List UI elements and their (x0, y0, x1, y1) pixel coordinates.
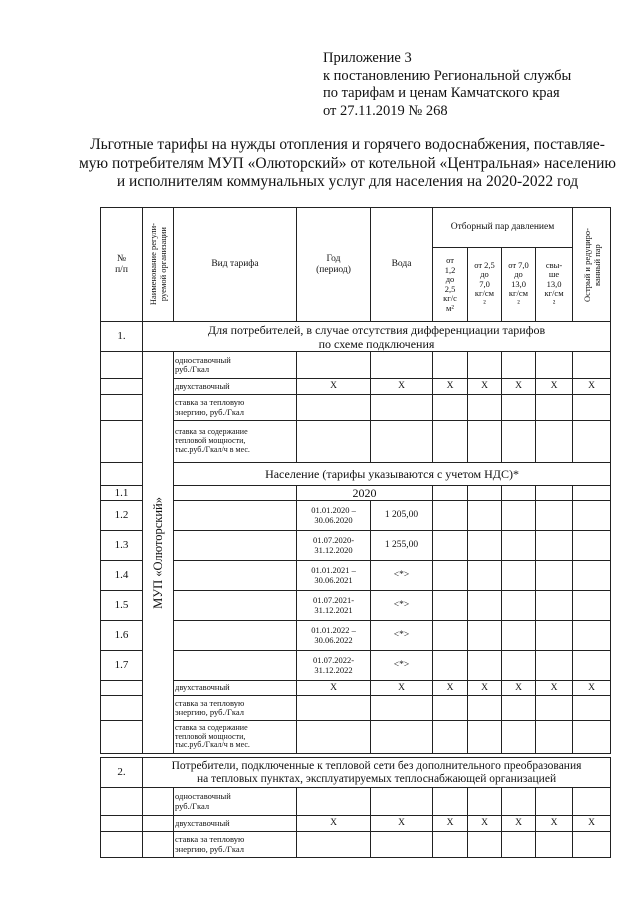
title-line-2: мую потребителям МУП «Олюторский» от котельной «Центральная» населению (78, 154, 617, 172)
row-num-1-4: 1.4 (101, 561, 143, 591)
mark: X (468, 681, 502, 696)
period-1-4: 01.01.2021 – 30.06.2021 (297, 561, 371, 591)
title-line-3: и исполнителям коммунальных услуг для населения на 2020-2022 год (116, 173, 579, 190)
tariff-double-pop: двухставочный (174, 681, 297, 696)
mark: X (297, 816, 371, 832)
header-pressure-1: от 1,2 до 2,5 кг/с м² (433, 248, 468, 322)
appendix-line-2: к постановлению Региональной службы (323, 67, 572, 84)
mark: X (536, 681, 573, 696)
header-pressure-4: свы- ше 13,0 кг/см ² (536, 248, 573, 322)
header-water: Вода (371, 208, 433, 322)
appendix-block (323, 50, 623, 120)
water-1-4: <*> (371, 561, 433, 591)
mark: X (573, 379, 611, 395)
row-num-1-7: 1.7 (101, 651, 143, 681)
row-num-1-5: 1.5 (101, 591, 143, 621)
mark: X (502, 379, 536, 395)
mark: X (371, 816, 433, 832)
period-1-7: 01.07.2022- 31.12.2022 (297, 651, 371, 681)
mark: X (536, 816, 573, 832)
mark: X (433, 681, 468, 696)
tariff-capacity-rate-pop: ставка за содержание тепловой мощности, тыс.руб./Гкал/ч в мес. (174, 721, 297, 754)
mark: X (573, 681, 611, 696)
section2-text: Потребители, подключенные к тепловой сети без дополнительного преобразования на тепловых пунктах, эксплуатируемых теплоснабжающей организацией (143, 758, 611, 788)
mark: X (371, 379, 433, 395)
tariff-energy-rate: ставка за тепловую энергию, руб./Гкал (174, 395, 297, 421)
population-heading: Население (тарифы указываются с учетом НДС)* (174, 463, 611, 486)
mark: X (573, 816, 611, 832)
appendix-line-1: Приложение 3 (323, 50, 412, 66)
mark: X (502, 816, 536, 832)
tariff-double: двухставочный (174, 379, 297, 395)
mark: X (371, 681, 433, 696)
tariff-table-section2 (100, 757, 611, 858)
row-num-1-2: 1.2 (101, 501, 143, 531)
water-1-5: <*> (371, 591, 433, 621)
section1-num: 1. (101, 322, 143, 352)
header-steam: Отборный пар давлением (433, 208, 573, 248)
water-1-3: 1 255,00 (371, 531, 433, 561)
period-1-2: 01.01.2020 – 30.06.2020 (297, 501, 371, 531)
header-hot-steam: Острый и редуциро- ванный пар (573, 208, 611, 322)
water-1-2: 1 205,00 (371, 501, 433, 531)
header-year: Год (период) (297, 208, 371, 322)
appendix-line-3: по тарифам и ценам Камчатского края (323, 85, 560, 101)
header-org: Наименование регули- руемой организации (143, 208, 174, 322)
header-pressure-2: от 2,5 до 7,0 кг/см ² (468, 248, 502, 322)
period-1-6: 01.01.2022 – 30.06.2022 (297, 621, 371, 651)
appendix-line-4: от 27.11.2019 № 268 (323, 102, 448, 119)
row-num-empty (101, 352, 143, 379)
mark: X (297, 681, 371, 696)
tariff-single-s2: одноставочный руб./Гкал (174, 788, 297, 816)
tariff-single: одноставочный руб./Гкал (174, 352, 297, 379)
tariff-double-s2: двухставочный (174, 816, 297, 832)
title-line-1: Льготные тарифы на нужды отопления и горячего водоснабжения, поставляе- (90, 136, 605, 153)
document-title (60, 136, 635, 192)
mark: X (433, 816, 468, 832)
population-year: 2020 (297, 486, 433, 501)
mark: X (468, 379, 502, 395)
tariff-energy-rate-pop: ставка за тепловую энергию, руб./Гкал (174, 696, 297, 721)
tariff-energy-rate-s2: ставка за тепловую энергию, руб./Гкал (174, 832, 297, 858)
mark: X (468, 816, 502, 832)
mark: X (297, 379, 371, 395)
mark: X (433, 379, 468, 395)
mark: X (502, 681, 536, 696)
section2-num: 2. (101, 758, 143, 788)
row-num-1-1: 1.1 (101, 486, 143, 501)
period-1-5: 01.07.2021- 31.12.2021 (297, 591, 371, 621)
mark: X (536, 379, 573, 395)
tariff-capacity-rate: ставка за содержание тепловой мощности, тыс.руб./Гкал/ч в мес. (174, 421, 297, 463)
header-num: № п/п (101, 208, 143, 322)
water-1-7: <*> (371, 651, 433, 681)
org-name-cell: МУП «Олюторский» (143, 352, 174, 754)
row-num-1-3: 1.3 (101, 531, 143, 561)
header-type: Вид тарифа (174, 208, 297, 322)
tariff-table (100, 207, 611, 754)
header-pressure-3: от 7,0 до 13,0 кг/см ² (502, 248, 536, 322)
section1-text: Для потребителей, в случае отсутствия дифференциации тарифов по схеме подключения (143, 322, 611, 352)
period-1-3: 01.07.2020- 31.12.2020 (297, 531, 371, 561)
water-1-6: <*> (371, 621, 433, 651)
row-num-1-6: 1.6 (101, 621, 143, 651)
